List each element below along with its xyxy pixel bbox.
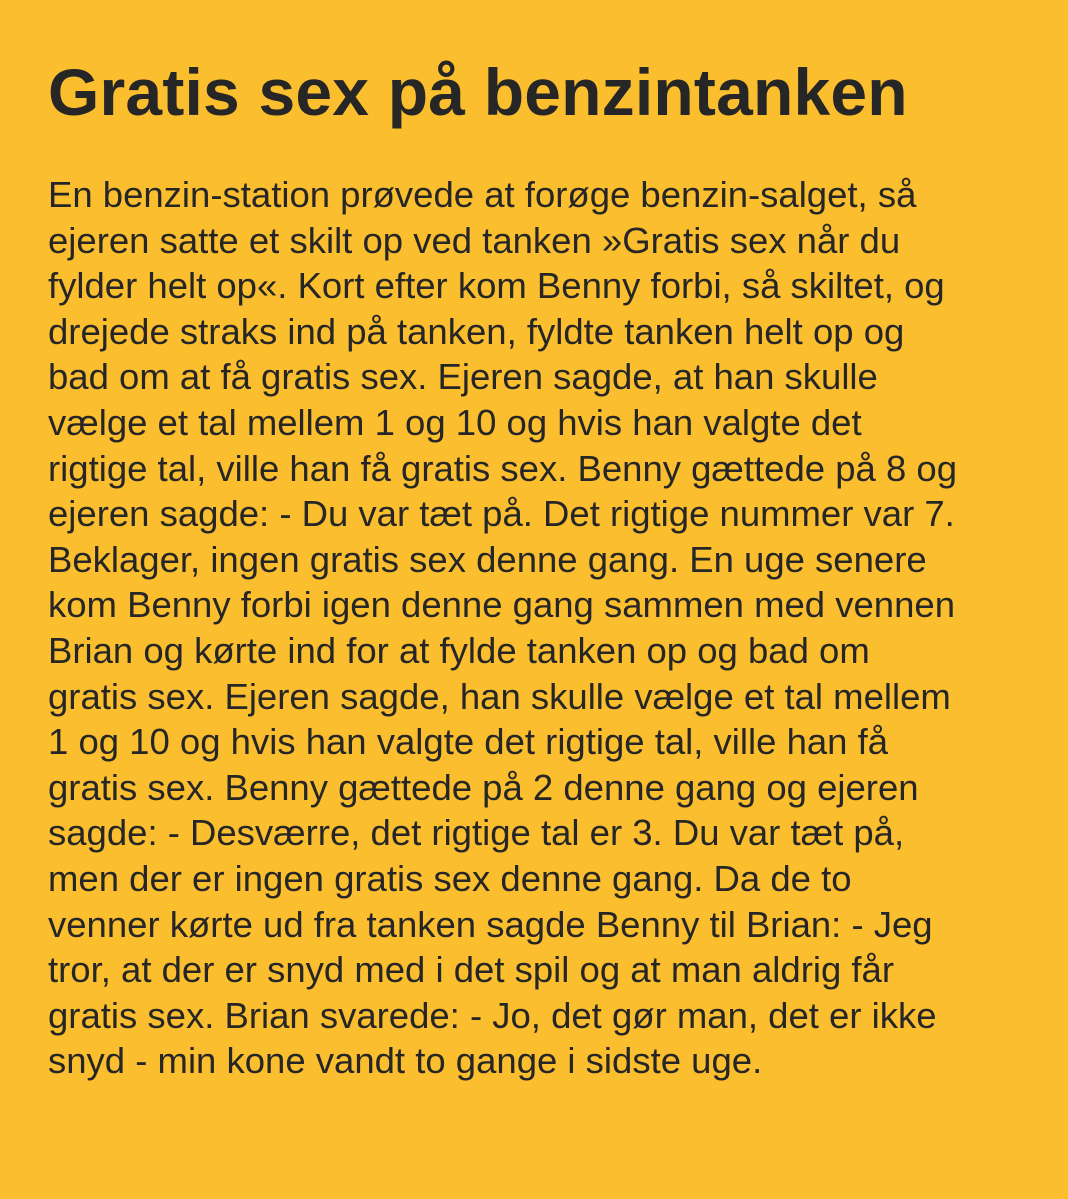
body-line: gratis sex. Ejeren sagde, han skulle vælge et tal mellem xyxy=(48,675,951,717)
article-title: Gratis sex på benzintanken xyxy=(48,55,908,129)
body-line: fylder helt op«. Kort efter kom Benny forbi, så skiltet, og xyxy=(48,265,945,307)
body-line: rigtige tal, ville han få gratis sex. Benny gættede på 8 og xyxy=(48,447,957,489)
body-line: tror, at der er snyd med i det spil og at man aldrig får xyxy=(48,949,894,991)
article-body xyxy=(48,172,1028,1084)
body-line: 1 og 10 og hvis han valgte det rigtige tal, ville han få xyxy=(48,721,889,763)
body-line: gratis sex. Benny gættede på 2 denne gang og ejeren xyxy=(48,766,919,808)
body-line: venner kørte ud fra tanken sagde Benny til Brian: - Jeg xyxy=(48,903,933,945)
body-line: sagde: - Desværre, det rigtige tal er 3. Du var tæt på, xyxy=(48,812,905,854)
body-line: kom Benny forbi igen denne gang sammen med vennen xyxy=(48,584,955,626)
body-line: vælge et tal mellem 1 og 10 og hvis han valgte det xyxy=(48,401,862,443)
body-line: gratis sex. Brian svarede: - Jo, det gør man, det er ikke xyxy=(48,994,937,1036)
body-line: men der er ingen gratis sex denne gang. Da de to xyxy=(48,857,852,899)
body-line: snyd - min kone vandt to gange i sidste uge. xyxy=(48,1040,763,1082)
body-line: Beklager, ingen gratis sex denne gang. En uge senere xyxy=(48,538,927,580)
body-line: En benzin-station prøvede at forøge benzin-salget, så xyxy=(48,174,917,215)
body-line: ejeren sagde: - Du var tæt på. Det rigtige nummer var 7. xyxy=(48,493,955,535)
body-line: bad om at få gratis sex. Ejeren sagde, at han skulle xyxy=(48,356,878,398)
body-line: ejeren satte et skilt op ved tanken »Gratis sex når du xyxy=(48,219,901,261)
body-line: Brian og kørte ind for at fylde tanken op og bad om xyxy=(48,629,870,671)
body-line: drejede straks ind på tanken, fyldte tanken helt op og xyxy=(48,310,905,352)
